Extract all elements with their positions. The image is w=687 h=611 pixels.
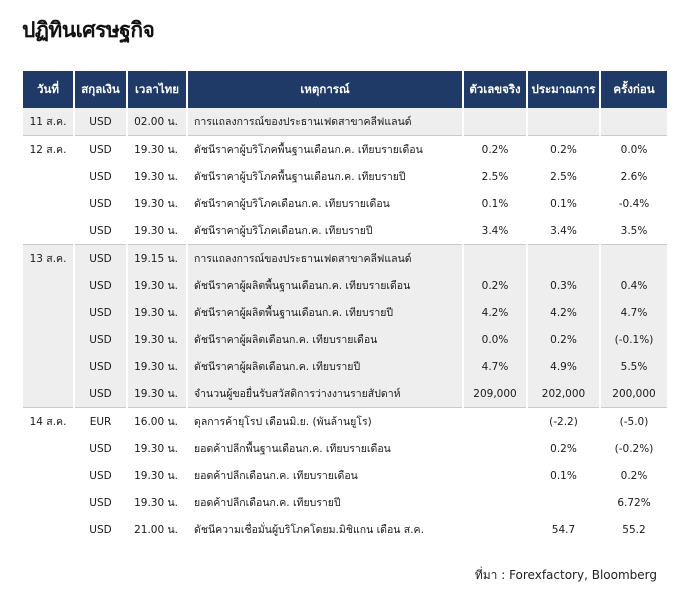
table-row xyxy=(23,489,667,516)
cell-actual: 4.7% xyxy=(464,353,526,380)
cell-currency: USD xyxy=(75,272,126,299)
cell-date: 14 ส.ค. xyxy=(23,407,73,435)
table-row xyxy=(23,272,667,299)
table-row xyxy=(23,190,667,217)
cell-forecast: 0.2% xyxy=(550,442,577,455)
cell-date xyxy=(23,299,73,326)
cell-actual: 0.1% xyxy=(481,197,509,210)
table-row xyxy=(23,244,667,272)
cell-previous: (-5.0) xyxy=(601,407,667,435)
cell-date xyxy=(23,353,73,380)
cell-currency: USD xyxy=(75,244,126,272)
cell-previous: -0.4% xyxy=(618,197,650,210)
cell-forecast: (-2.2) xyxy=(528,407,599,435)
cell-time: 19.30 น. xyxy=(128,135,186,163)
cell-time: 19.15 น. xyxy=(128,244,186,272)
cell-forecast: 0.2% xyxy=(528,326,599,353)
cell-actual xyxy=(464,108,526,135)
cell-event: ดัชนีราคาผู้บริโภคเดือนก.ค. เทียบรายปี xyxy=(194,225,373,237)
column-header-actual: ตัวเลขจริง xyxy=(464,71,526,108)
cell-date: 13 ส.ค. xyxy=(23,244,73,272)
cell-previous: (-0.2%) xyxy=(614,442,654,455)
cell-time: 02.00 น. xyxy=(128,108,186,135)
cell-actual xyxy=(464,407,526,435)
cell-previous: 6.72% xyxy=(617,496,651,509)
table-row xyxy=(23,135,667,163)
cell-date xyxy=(23,326,73,353)
cell-date xyxy=(23,190,73,217)
cell-forecast xyxy=(528,244,599,272)
table-row xyxy=(23,407,667,435)
cell-time: 19.30 น. xyxy=(128,272,186,299)
cell-forecast: 4.9% xyxy=(528,353,599,380)
source-note: ที่มา : Forexfactory, Bloomberg xyxy=(474,568,657,582)
table-row xyxy=(23,299,667,326)
column-header-forecast: ประมาณการ xyxy=(528,71,599,108)
cell-currency: USD xyxy=(89,197,112,210)
cell-event: ดัชนีราคาผู้บริโภคเดือนก.ค. เทียบรายเดือน xyxy=(194,198,390,210)
cell-actual xyxy=(464,462,526,489)
cell-currency: USD xyxy=(75,135,126,163)
cell-time: 19.30 น. xyxy=(134,470,178,482)
cell-time: 19.30 น. xyxy=(128,353,186,380)
cell-forecast: 202,000 xyxy=(528,380,599,407)
cell-currency: USD xyxy=(89,224,112,237)
cell-forecast: 0.3% xyxy=(528,272,599,299)
column-header-currency: สกุลเงิน xyxy=(75,71,126,108)
cell-event: ยอดค้าปลีกพื้นฐานเดือนก.ค. เทียบรายเดือน xyxy=(194,443,391,455)
column-header-time: เวลาไทย xyxy=(128,71,186,108)
cell-actual xyxy=(464,435,526,462)
cell-time: 21.00 น. xyxy=(134,524,178,536)
cell-date xyxy=(23,462,73,489)
cell-time: 16.00 น. xyxy=(128,407,186,435)
cell-previous: 4.7% xyxy=(601,299,667,326)
cell-actual: 209,000 xyxy=(464,380,526,407)
column-header-date: วันที่ xyxy=(23,71,73,108)
cell-actual xyxy=(464,516,526,543)
cell-previous xyxy=(601,244,667,272)
cell-event: ดัชนีราคาผู้ผลิตเดือนก.ค. เทียบรายเดือน xyxy=(188,326,462,353)
cell-date xyxy=(23,435,73,462)
cell-date: 12 ส.ค. xyxy=(23,135,73,163)
cell-time: 19.30 น. xyxy=(128,299,186,326)
cell-previous: 0.2% xyxy=(620,469,648,482)
cell-date: 11 ส.ค. xyxy=(23,108,73,135)
cell-date xyxy=(23,516,73,543)
cell-currency: USD xyxy=(75,108,126,135)
cell-event: ยอดค้าปลีกเดือนก.ค. เทียบรายเดือน xyxy=(194,470,358,482)
cell-currency: USD xyxy=(89,523,112,536)
cell-actual: 0.2% xyxy=(464,272,526,299)
cell-previous: (-0.1%) xyxy=(601,326,667,353)
cell-currency: USD xyxy=(89,496,112,509)
table-row xyxy=(23,108,667,135)
cell-previous: 2.6% xyxy=(620,170,648,183)
cell-forecast: 0.2% xyxy=(528,135,599,163)
cell-event: ดัชนีความเชื่อมั่นผู้บริโภคโดยม.มิชิแกน เดือน ส.ค. xyxy=(194,524,424,536)
cell-event: จำนวนผู้ขอยื่นรับสวัสดิการว่างงานรายสัปดาห์ xyxy=(188,380,462,407)
table-row xyxy=(23,462,667,489)
cell-forecast: 4.2% xyxy=(528,299,599,326)
cell-time: 19.30 น. xyxy=(134,225,178,237)
cell-currency: USD xyxy=(89,469,112,482)
cell-previous: 55.2 xyxy=(622,523,646,536)
cell-actual: 4.2% xyxy=(464,299,526,326)
cell-time: 19.30 น. xyxy=(128,380,186,407)
cell-actual: 0.0% xyxy=(464,326,526,353)
table-header-row xyxy=(23,71,667,108)
cell-currency: USD xyxy=(89,442,112,455)
table-row xyxy=(23,516,667,543)
column-header-previous: ครั้งก่อน xyxy=(601,71,667,108)
cell-forecast xyxy=(528,108,599,135)
cell-forecast: 0.1% xyxy=(550,197,577,210)
cell-actual xyxy=(464,489,526,516)
cell-event: ยอดค้าปลีกเดือนก.ค. เทียบรายปี xyxy=(194,497,341,509)
cell-currency: EUR xyxy=(75,407,126,435)
cell-forecast xyxy=(528,489,599,516)
cell-event: ดัชนีราคาผู้ผลิตเดือนก.ค. เทียบรายปี xyxy=(188,353,462,380)
cell-previous: 200,000 xyxy=(601,380,667,407)
cell-currency: USD xyxy=(75,299,126,326)
cell-time: 19.30 น. xyxy=(134,171,178,183)
cell-event: ดัชนีราคาผู้บริโภคพื้นฐานเดือนก.ค. เทียบรายเดือน xyxy=(188,135,462,163)
table-row xyxy=(23,380,667,407)
cell-date xyxy=(23,272,73,299)
cell-date xyxy=(23,217,73,244)
cell-previous xyxy=(601,108,667,135)
cell-event: ดัชนีราคาผู้บริโภคพื้นฐานเดือนก.ค. เทียบรายปี xyxy=(194,171,406,183)
cell-currency: USD xyxy=(75,353,126,380)
table-row xyxy=(23,435,667,462)
cell-time: 19.30 น. xyxy=(128,326,186,353)
cell-previous: 0.4% xyxy=(601,272,667,299)
table-row xyxy=(23,217,667,244)
cell-forecast: 54.7 xyxy=(551,523,576,536)
cell-time: 19.30 น. xyxy=(134,443,178,455)
cell-forecast: 2.5% xyxy=(550,170,577,183)
cell-date xyxy=(23,380,73,407)
cell-previous: 3.5% xyxy=(620,224,648,237)
cell-event: ดัชนีราคาผู้ผลิตพื้นฐานเดือนก.ค. เทียบรายเดือน xyxy=(188,272,462,299)
cell-actual xyxy=(464,244,526,272)
economic-calendar-table xyxy=(21,71,669,543)
page-title: ปฏิทินเศรษฐกิจ xyxy=(22,18,155,42)
cell-currency: USD xyxy=(75,380,126,407)
cell-event: การแถลงการณ์ของประธานเฟดสาขาคลีฟแลนด์ xyxy=(188,108,462,135)
cell-forecast: 3.4% xyxy=(550,224,577,237)
cell-actual: 2.5% xyxy=(481,170,509,183)
cell-time: 19.30 น. xyxy=(134,497,178,509)
cell-currency: USD xyxy=(75,326,126,353)
cell-event: ดุลการค้ายุโรป เดือนมิ.ย. (พันล้านยูโร) xyxy=(188,407,462,435)
cell-actual: 3.4% xyxy=(481,224,509,237)
cell-previous: 5.5% xyxy=(601,353,667,380)
cell-date xyxy=(23,163,73,190)
table-row xyxy=(23,326,667,353)
cell-previous: 0.0% xyxy=(601,135,667,163)
cell-event: การแถลงการณ์ของประธานเฟดสาขาคลีฟแลนด์ xyxy=(188,244,462,272)
cell-event: ดัชนีราคาผู้ผลิตพื้นฐานเดือนก.ค. เทียบรายปี xyxy=(188,299,462,326)
cell-time: 19.30 น. xyxy=(134,198,178,210)
column-header-event: เหตุการณ์ xyxy=(188,71,462,108)
cell-currency: USD xyxy=(89,170,112,183)
cell-forecast: 0.1% xyxy=(550,469,577,482)
table-row xyxy=(23,163,667,190)
cell-date xyxy=(23,489,73,516)
table-row xyxy=(23,353,667,380)
cell-actual: 0.2% xyxy=(464,135,526,163)
